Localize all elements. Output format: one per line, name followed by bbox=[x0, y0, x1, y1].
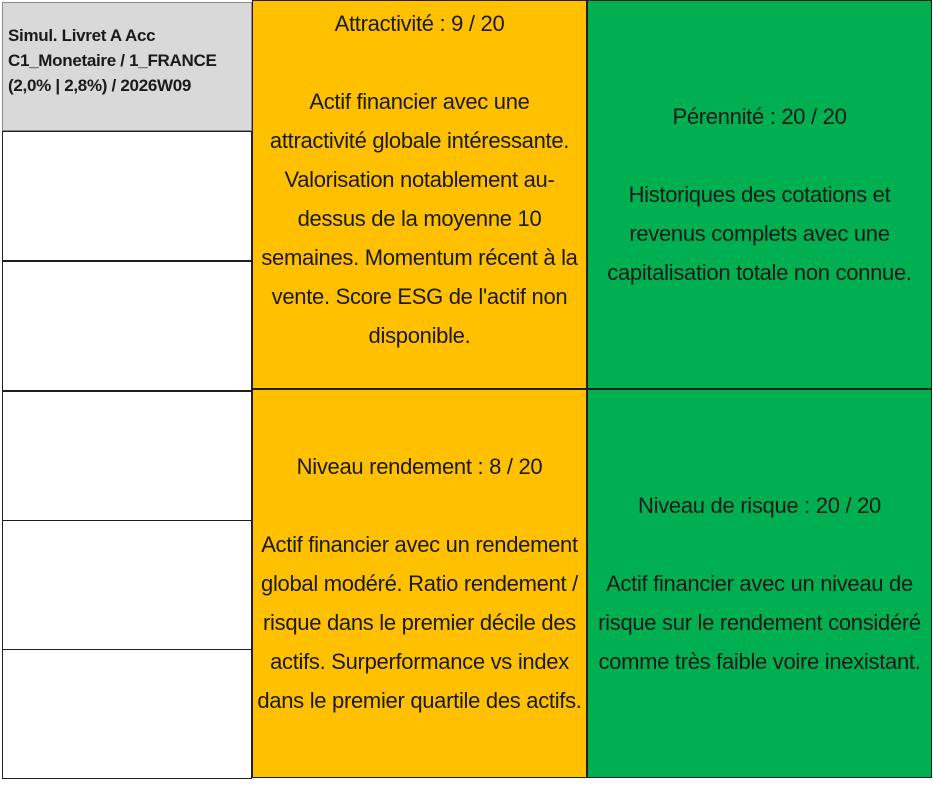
attractivite-description: Actif financier avec une attractivité globale intéressante. Valorisation notablement au-dessus de la moyenne 10 semaines. Momentum récent à la vente. Score ESG de l'actif non disponible. bbox=[261, 89, 578, 348]
empty-cell-5 bbox=[2, 649, 252, 779]
asset-header-cell bbox=[2, 2, 252, 131]
risque-block bbox=[587, 389, 932, 778]
risque-title: Niveau de risque : 20 / 20 bbox=[638, 493, 881, 518]
risque-description: Actif financier avec un niveau de risque sur le rendement considéré comme très faible voire inexistant. bbox=[598, 571, 921, 674]
perennite-block bbox=[587, 0, 932, 389]
empty-cell-2 bbox=[2, 261, 252, 391]
asset-category: C1_Monetaire / 1_FRANCE bbox=[8, 51, 217, 70]
empty-cell-1 bbox=[2, 131, 252, 261]
asset-rates-week: (2,0% | 2,8%) / 2026W09 bbox=[8, 76, 192, 95]
attractivite-title: Attractivité : 9 / 20 bbox=[334, 11, 505, 36]
rendement-block bbox=[252, 389, 587, 778]
rendement-title: Niveau rendement : 8 / 20 bbox=[296, 454, 543, 479]
empty-cell-3 bbox=[2, 391, 252, 521]
perennite-title: Pérennité : 20 / 20 bbox=[672, 104, 847, 129]
perennite-description: Historiques des cotations et revenus complets avec une capitalisation totale non connue. bbox=[607, 182, 912, 285]
rendement-description: Actif financier avec un rendement global modéré. Ratio rendement / risque dans le premier décile des actifs. Surperformance vs index dans le premier quartile des actifs. bbox=[257, 532, 582, 713]
attractivite-block bbox=[252, 0, 587, 389]
empty-cell-4 bbox=[2, 520, 252, 650]
asset-name: Simul. Livret A Acc bbox=[8, 26, 156, 45]
